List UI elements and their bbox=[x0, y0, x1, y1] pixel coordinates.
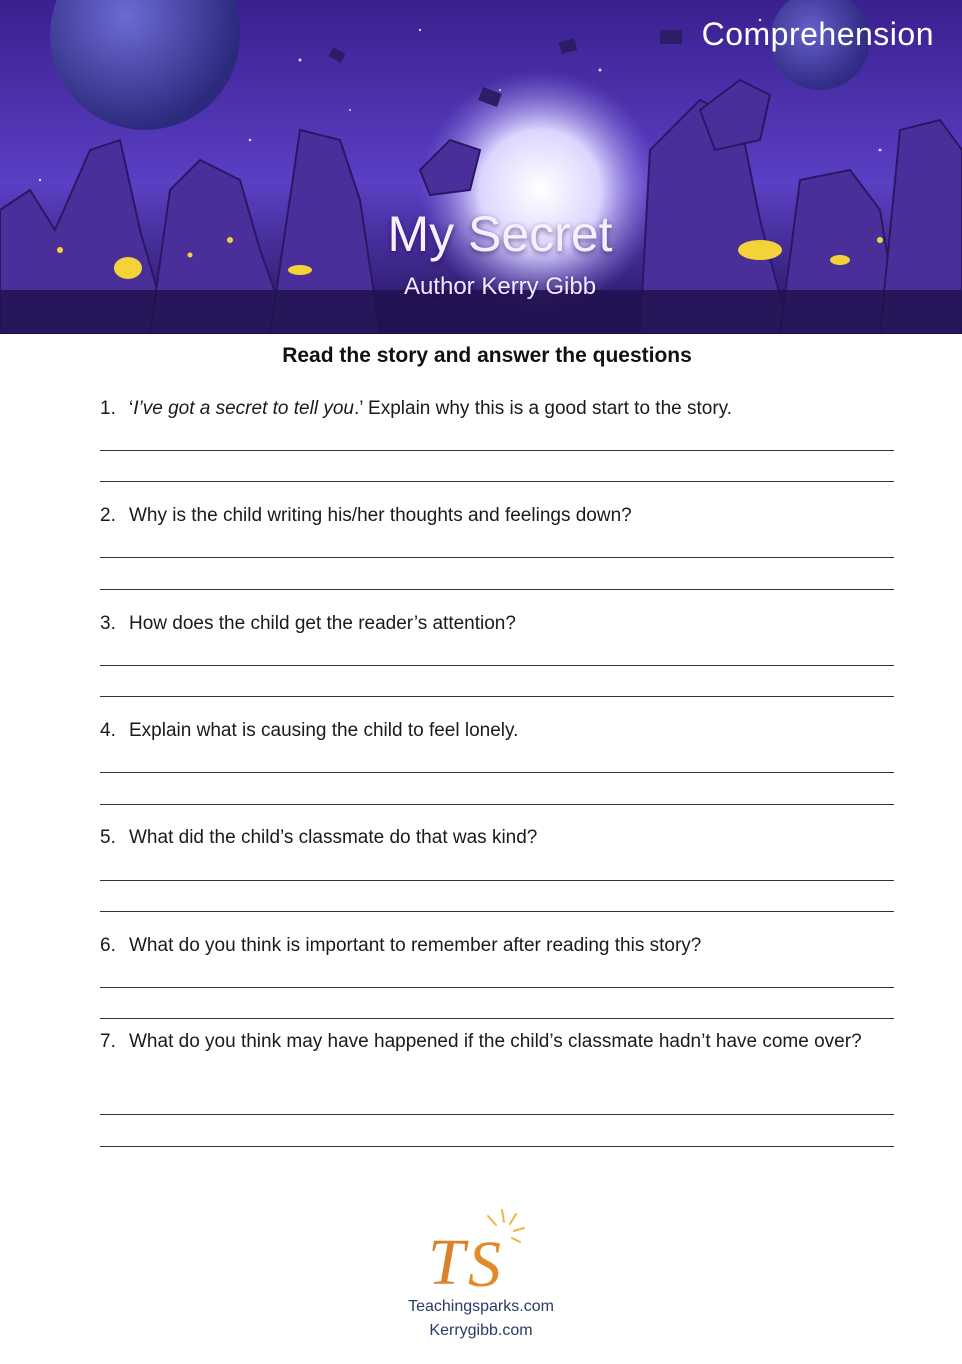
answer-line[interactable] bbox=[100, 772, 894, 773]
ts-sparkle-logo bbox=[420, 1204, 530, 1299]
question-2 bbox=[100, 500, 900, 531]
answer-line[interactable] bbox=[100, 665, 894, 666]
question-quote: I’ve got a secret to tell you bbox=[133, 398, 354, 419]
answer-line[interactable] bbox=[100, 1114, 894, 1115]
question-6 bbox=[100, 930, 900, 961]
question-text: How does the child get the reader’s attention? bbox=[129, 613, 516, 634]
question-5 bbox=[100, 822, 900, 853]
question-text: ‘I’ve got a secret to tell you.’ Explain why this is a good start to the story. bbox=[129, 398, 733, 419]
answer-line[interactable] bbox=[100, 987, 894, 988]
header-banner bbox=[0, 0, 962, 334]
answer-line[interactable] bbox=[100, 557, 894, 558]
svg-text:T: T bbox=[428, 1226, 465, 1294]
answer-line[interactable] bbox=[100, 450, 894, 451]
svg-text:S: S bbox=[468, 1228, 501, 1294]
story-author: Author Kerry Gibb bbox=[403, 273, 597, 300]
question-text: What do you think is important to remember after reading this story? bbox=[129, 935, 702, 956]
question-text: Explain what is causing the child to feel lonely. bbox=[129, 720, 519, 741]
footer-link-teachingsparks[interactable]: Teachingsparks.com bbox=[408, 1298, 554, 1315]
question-number: 2. bbox=[100, 505, 116, 526]
answer-line[interactable] bbox=[100, 1018, 894, 1019]
question-number: 4. bbox=[100, 720, 116, 741]
question-4 bbox=[100, 715, 900, 746]
category-label: Comprehension bbox=[701, 16, 934, 52]
question-1 bbox=[100, 393, 900, 424]
question-number: 7. bbox=[100, 1031, 116, 1052]
question-number: 5. bbox=[100, 827, 116, 848]
question-7 bbox=[100, 1026, 900, 1057]
question-text: What did the child’s classmate do that was kind? bbox=[129, 827, 538, 848]
question-3 bbox=[100, 608, 900, 639]
instructions-heading: Read the story and answer the questions bbox=[282, 344, 692, 367]
answer-line[interactable] bbox=[100, 696, 894, 697]
answer-line[interactable] bbox=[100, 481, 894, 482]
answer-line[interactable] bbox=[100, 804, 894, 805]
footer-link-kerrygibb[interactable]: Kerrygibb.com bbox=[429, 1322, 533, 1339]
ts-logo-icon bbox=[420, 1204, 530, 1294]
question-number: 3. bbox=[100, 613, 116, 634]
answer-line[interactable] bbox=[100, 1146, 894, 1147]
story-title: My Secret bbox=[387, 206, 613, 262]
answer-line[interactable] bbox=[100, 880, 894, 881]
question-number: 6. bbox=[100, 935, 116, 956]
question-number: 1. bbox=[100, 398, 116, 419]
answer-line[interactable] bbox=[100, 589, 894, 590]
answer-line[interactable] bbox=[100, 911, 894, 912]
question-text: What do you think may have happened if the child’s classmate hadn’t have come over? bbox=[129, 1031, 862, 1052]
question-text: Why is the child writing his/her thoughts and feelings down? bbox=[129, 505, 632, 526]
